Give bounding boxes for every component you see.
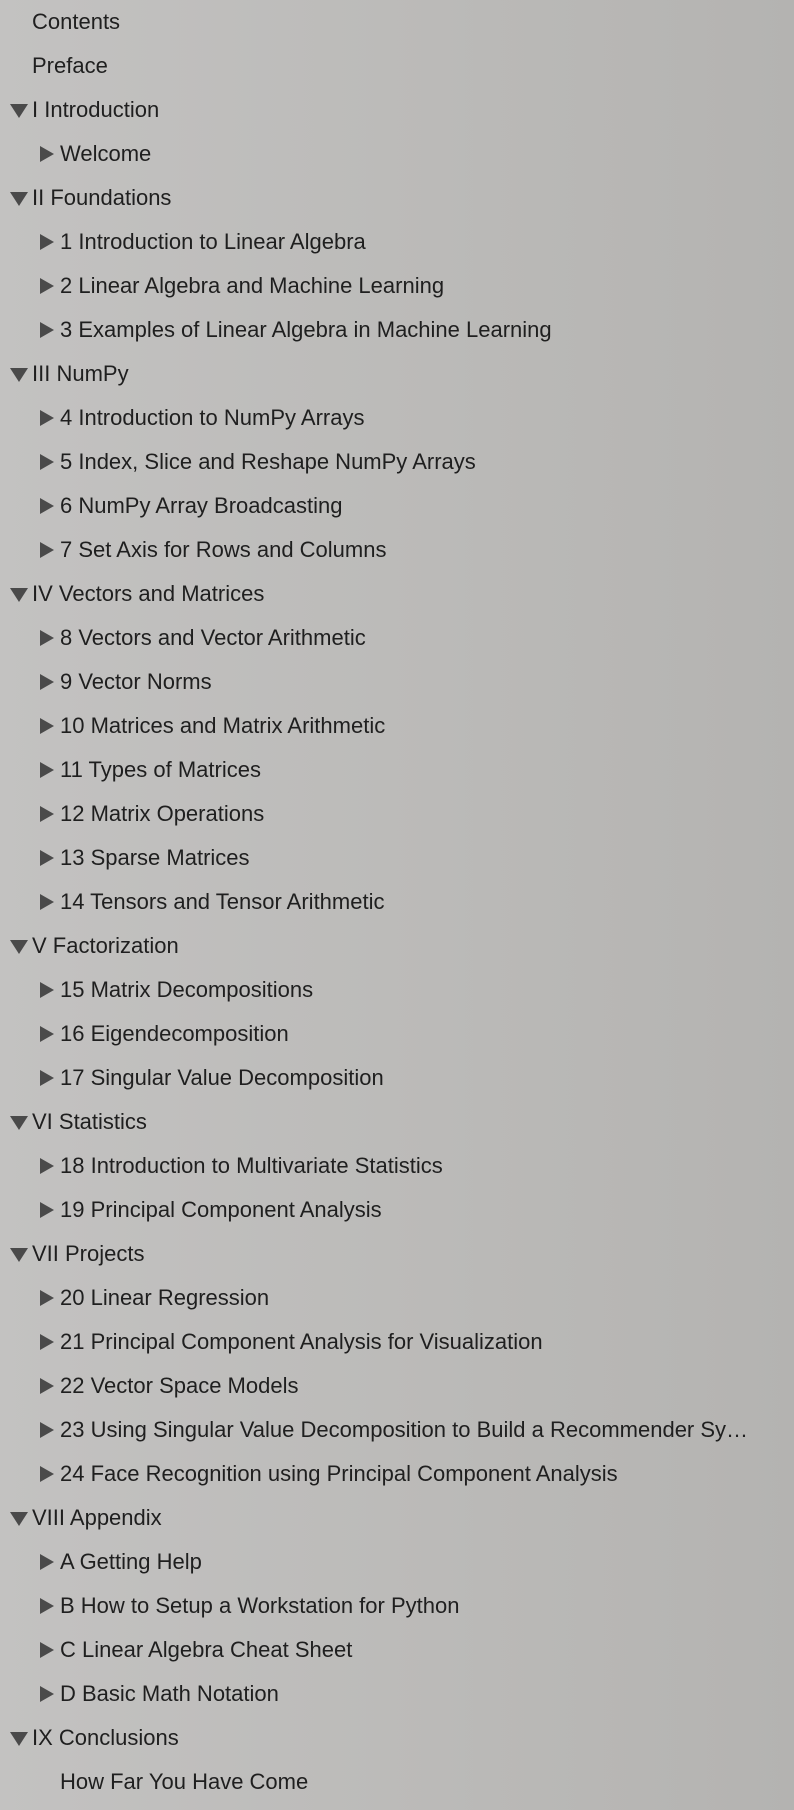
toc-section-item[interactable] bbox=[0, 1716, 786, 1760]
disclosure-triangle-right-icon[interactable] bbox=[40, 1686, 54, 1702]
disclosure-triangle-right-icon[interactable] bbox=[40, 498, 54, 514]
toc-chapter-item[interactable] bbox=[0, 528, 786, 572]
toc-item-label: B How to Setup a Workstation for Python bbox=[60, 1593, 460, 1618]
toc-item-label: 24 Face Recognition using Principal Component Analysis bbox=[60, 1461, 618, 1486]
toc-item-label: 3 Examples of Linear Algebra in Machine Learning bbox=[60, 317, 552, 342]
disclosure-triangle-down-icon[interactable] bbox=[10, 104, 28, 118]
disclosure-triangle-down-icon[interactable] bbox=[10, 368, 28, 382]
toc-chapter-item[interactable] bbox=[0, 1760, 786, 1804]
toc-item-label: VII Projects bbox=[32, 1241, 145, 1266]
toc-chapter-item[interactable] bbox=[0, 220, 786, 264]
toc-item-label: 9 Vector Norms bbox=[60, 669, 212, 694]
disclosure-triangle-down-icon[interactable] bbox=[10, 1512, 28, 1526]
toc-item-label: 23 Using Singular Value Decomposition to Build a Recommender Sy… bbox=[60, 1417, 749, 1442]
toc-chapter-item[interactable] bbox=[0, 132, 786, 176]
disclosure-triangle-down-icon[interactable] bbox=[10, 588, 28, 602]
toc-item-label: IX Conclusions bbox=[32, 1725, 179, 1750]
disclosure-triangle-right-icon[interactable] bbox=[40, 234, 54, 250]
toc-chapter-item[interactable] bbox=[0, 1672, 786, 1716]
toc-item-label: How Far You Have Come bbox=[60, 1769, 309, 1794]
toc-chapter-item[interactable] bbox=[0, 308, 786, 352]
disclosure-triangle-down-icon[interactable] bbox=[10, 192, 28, 206]
toc-item-label: 20 Linear Regression bbox=[60, 1285, 270, 1310]
toc-section-item[interactable] bbox=[0, 1232, 786, 1276]
toc-section-item[interactable] bbox=[0, 88, 786, 132]
toc-item-label: 8 Vectors and Vector Arithmetic bbox=[60, 625, 366, 650]
disclosure-triangle-right-icon[interactable] bbox=[40, 718, 54, 734]
toc-item-label: C Linear Algebra Cheat Sheet bbox=[60, 1637, 353, 1662]
disclosure-triangle-right-icon[interactable] bbox=[40, 630, 54, 646]
toc-chapter-item[interactable] bbox=[0, 704, 786, 748]
toc-item-label: VIII Appendix bbox=[32, 1505, 162, 1530]
toc-item-label: 18 Introduction to Multivariate Statistics bbox=[60, 1153, 443, 1178]
disclosure-triangle-right-icon[interactable] bbox=[40, 982, 54, 998]
toc-chapter-item[interactable] bbox=[0, 1584, 786, 1628]
toc-section-item[interactable] bbox=[0, 1100, 786, 1144]
toc-item-label: 22 Vector Space Models bbox=[60, 1373, 299, 1398]
toc-chapter-item[interactable] bbox=[0, 660, 786, 704]
toc-item-label: Welcome bbox=[60, 141, 152, 166]
toc-item-label: 13 Sparse Matrices bbox=[60, 845, 250, 870]
toc-item-label: 7 Set Axis for Rows and Columns bbox=[60, 537, 387, 562]
toc-chapter-item[interactable] bbox=[0, 1188, 786, 1232]
toc-item-label: A Getting Help bbox=[60, 1549, 202, 1574]
disclosure-triangle-right-icon[interactable] bbox=[40, 1202, 54, 1218]
toc-section-item[interactable] bbox=[0, 572, 786, 616]
toc-item-label: 1 Introduction to Linear Algebra bbox=[60, 229, 366, 254]
toc-section-item[interactable] bbox=[0, 352, 786, 396]
disclosure-triangle-down-icon[interactable] bbox=[10, 1732, 28, 1746]
toc-item-label: 10 Matrices and Matrix Arithmetic bbox=[60, 713, 386, 738]
disclosure-triangle-right-icon[interactable] bbox=[40, 146, 54, 162]
disclosure-triangle-right-icon[interactable] bbox=[40, 1422, 54, 1438]
disclosure-triangle-right-icon[interactable] bbox=[40, 762, 54, 778]
disclosure-triangle-right-icon[interactable] bbox=[40, 410, 54, 426]
toc-item-label: 19 Principal Component Analysis bbox=[60, 1197, 382, 1222]
toc-chapter-item[interactable] bbox=[0, 1540, 786, 1584]
toc-chapter-item[interactable] bbox=[0, 748, 786, 792]
toc-chapter-item[interactable] bbox=[0, 792, 786, 836]
disclosure-triangle-right-icon[interactable] bbox=[40, 1642, 54, 1658]
toc-item-label: 4 Introduction to NumPy Arrays bbox=[60, 405, 365, 430]
toc-chapter-item[interactable] bbox=[0, 1056, 786, 1100]
disclosure-triangle-right-icon[interactable] bbox=[40, 806, 54, 822]
disclosure-triangle-right-icon[interactable] bbox=[40, 322, 54, 338]
toc-section-item[interactable] bbox=[0, 0, 786, 44]
toc-section-item[interactable] bbox=[0, 176, 786, 220]
toc-chapter-item[interactable] bbox=[0, 264, 786, 308]
toc-item-label: 5 Index, Slice and Reshape NumPy Arrays bbox=[60, 449, 476, 474]
toc-chapter-item[interactable] bbox=[0, 1628, 786, 1672]
toc-item-label: 6 NumPy Array Broadcasting bbox=[60, 493, 343, 518]
toc-item-label: IV Vectors and Matrices bbox=[32, 581, 265, 606]
toc-chapter-item[interactable] bbox=[0, 484, 786, 528]
toc-chapter-item[interactable] bbox=[0, 880, 786, 924]
disclosure-triangle-right-icon[interactable] bbox=[40, 1290, 54, 1306]
toc-item-label: 17 Singular Value Decomposition bbox=[60, 1065, 384, 1090]
disclosure-triangle-right-icon[interactable] bbox=[40, 850, 54, 866]
toc-item-label: 14 Tensors and Tensor Arithmetic bbox=[60, 889, 385, 914]
toc-section-item[interactable] bbox=[0, 924, 786, 968]
toc-item-label: III NumPy bbox=[32, 361, 129, 386]
toc-item-label: 16 Eigendecomposition bbox=[60, 1021, 289, 1046]
toc-item-label: 2 Linear Algebra and Machine Learning bbox=[60, 273, 445, 298]
toc-chapter-item[interactable] bbox=[0, 616, 786, 660]
disclosure-triangle-right-icon[interactable] bbox=[40, 674, 54, 690]
toc-item-label: V Factorization bbox=[32, 933, 179, 958]
toc-item-label: I Introduction bbox=[32, 97, 160, 122]
disclosure-triangle-right-icon[interactable] bbox=[40, 1070, 54, 1086]
toc-chapter-item[interactable] bbox=[0, 1320, 786, 1364]
toc-chapter-item[interactable] bbox=[0, 1364, 786, 1408]
disclosure-triangle-down-icon[interactable] bbox=[10, 1248, 28, 1262]
toc-item-label: Preface bbox=[32, 53, 108, 78]
disclosure-triangle-down-icon[interactable] bbox=[10, 940, 28, 954]
toc-chapter-item[interactable] bbox=[0, 836, 786, 880]
toc-chapter-item[interactable] bbox=[0, 968, 786, 1012]
toc-item-label: 11 Types of Matrices bbox=[60, 757, 261, 782]
toc-chapter-item[interactable] bbox=[0, 1276, 786, 1320]
toc-item-label: 15 Matrix Decompositions bbox=[60, 977, 314, 1002]
disclosure-triangle-right-icon[interactable] bbox=[40, 1334, 54, 1350]
toc-item-label: D Basic Math Notation bbox=[60, 1681, 279, 1706]
toc-item-label: II Foundations bbox=[32, 185, 172, 210]
toc-item-label: 21 Principal Component Analysis for Visualization bbox=[60, 1329, 543, 1354]
toc-section-item[interactable] bbox=[0, 44, 786, 88]
disclosure-triangle-right-icon[interactable] bbox=[40, 542, 54, 558]
toc-chapter-item[interactable] bbox=[0, 1408, 786, 1452]
toc-chapter-item[interactable] bbox=[0, 1012, 786, 1056]
toc-chapter-item[interactable] bbox=[0, 1144, 786, 1188]
disclosure-triangle-right-icon[interactable] bbox=[40, 1378, 54, 1394]
toc-chapter-item[interactable] bbox=[0, 1452, 786, 1496]
disclosure-triangle-right-icon[interactable] bbox=[40, 454, 54, 470]
disclosure-triangle-right-icon[interactable] bbox=[40, 1158, 54, 1174]
disclosure-triangle-right-icon[interactable] bbox=[40, 1554, 54, 1570]
disclosure-triangle-down-icon[interactable] bbox=[10, 1116, 28, 1130]
disclosure-triangle-right-icon[interactable] bbox=[40, 1026, 54, 1042]
disclosure-triangle-right-icon[interactable] bbox=[40, 1466, 54, 1482]
toc-item-label: 12 Matrix Operations bbox=[60, 801, 265, 826]
toc-chapter-item[interactable] bbox=[0, 440, 786, 484]
disclosure-triangle-right-icon[interactable] bbox=[40, 1598, 54, 1614]
toc-section-item[interactable] bbox=[0, 1496, 786, 1540]
toc-item-label: VI Statistics bbox=[32, 1109, 147, 1134]
toc-item-label: Contents bbox=[32, 9, 121, 34]
disclosure-triangle-right-icon[interactable] bbox=[40, 278, 54, 294]
toc-chapter-item[interactable] bbox=[0, 396, 786, 440]
disclosure-triangle-right-icon[interactable] bbox=[40, 894, 54, 910]
